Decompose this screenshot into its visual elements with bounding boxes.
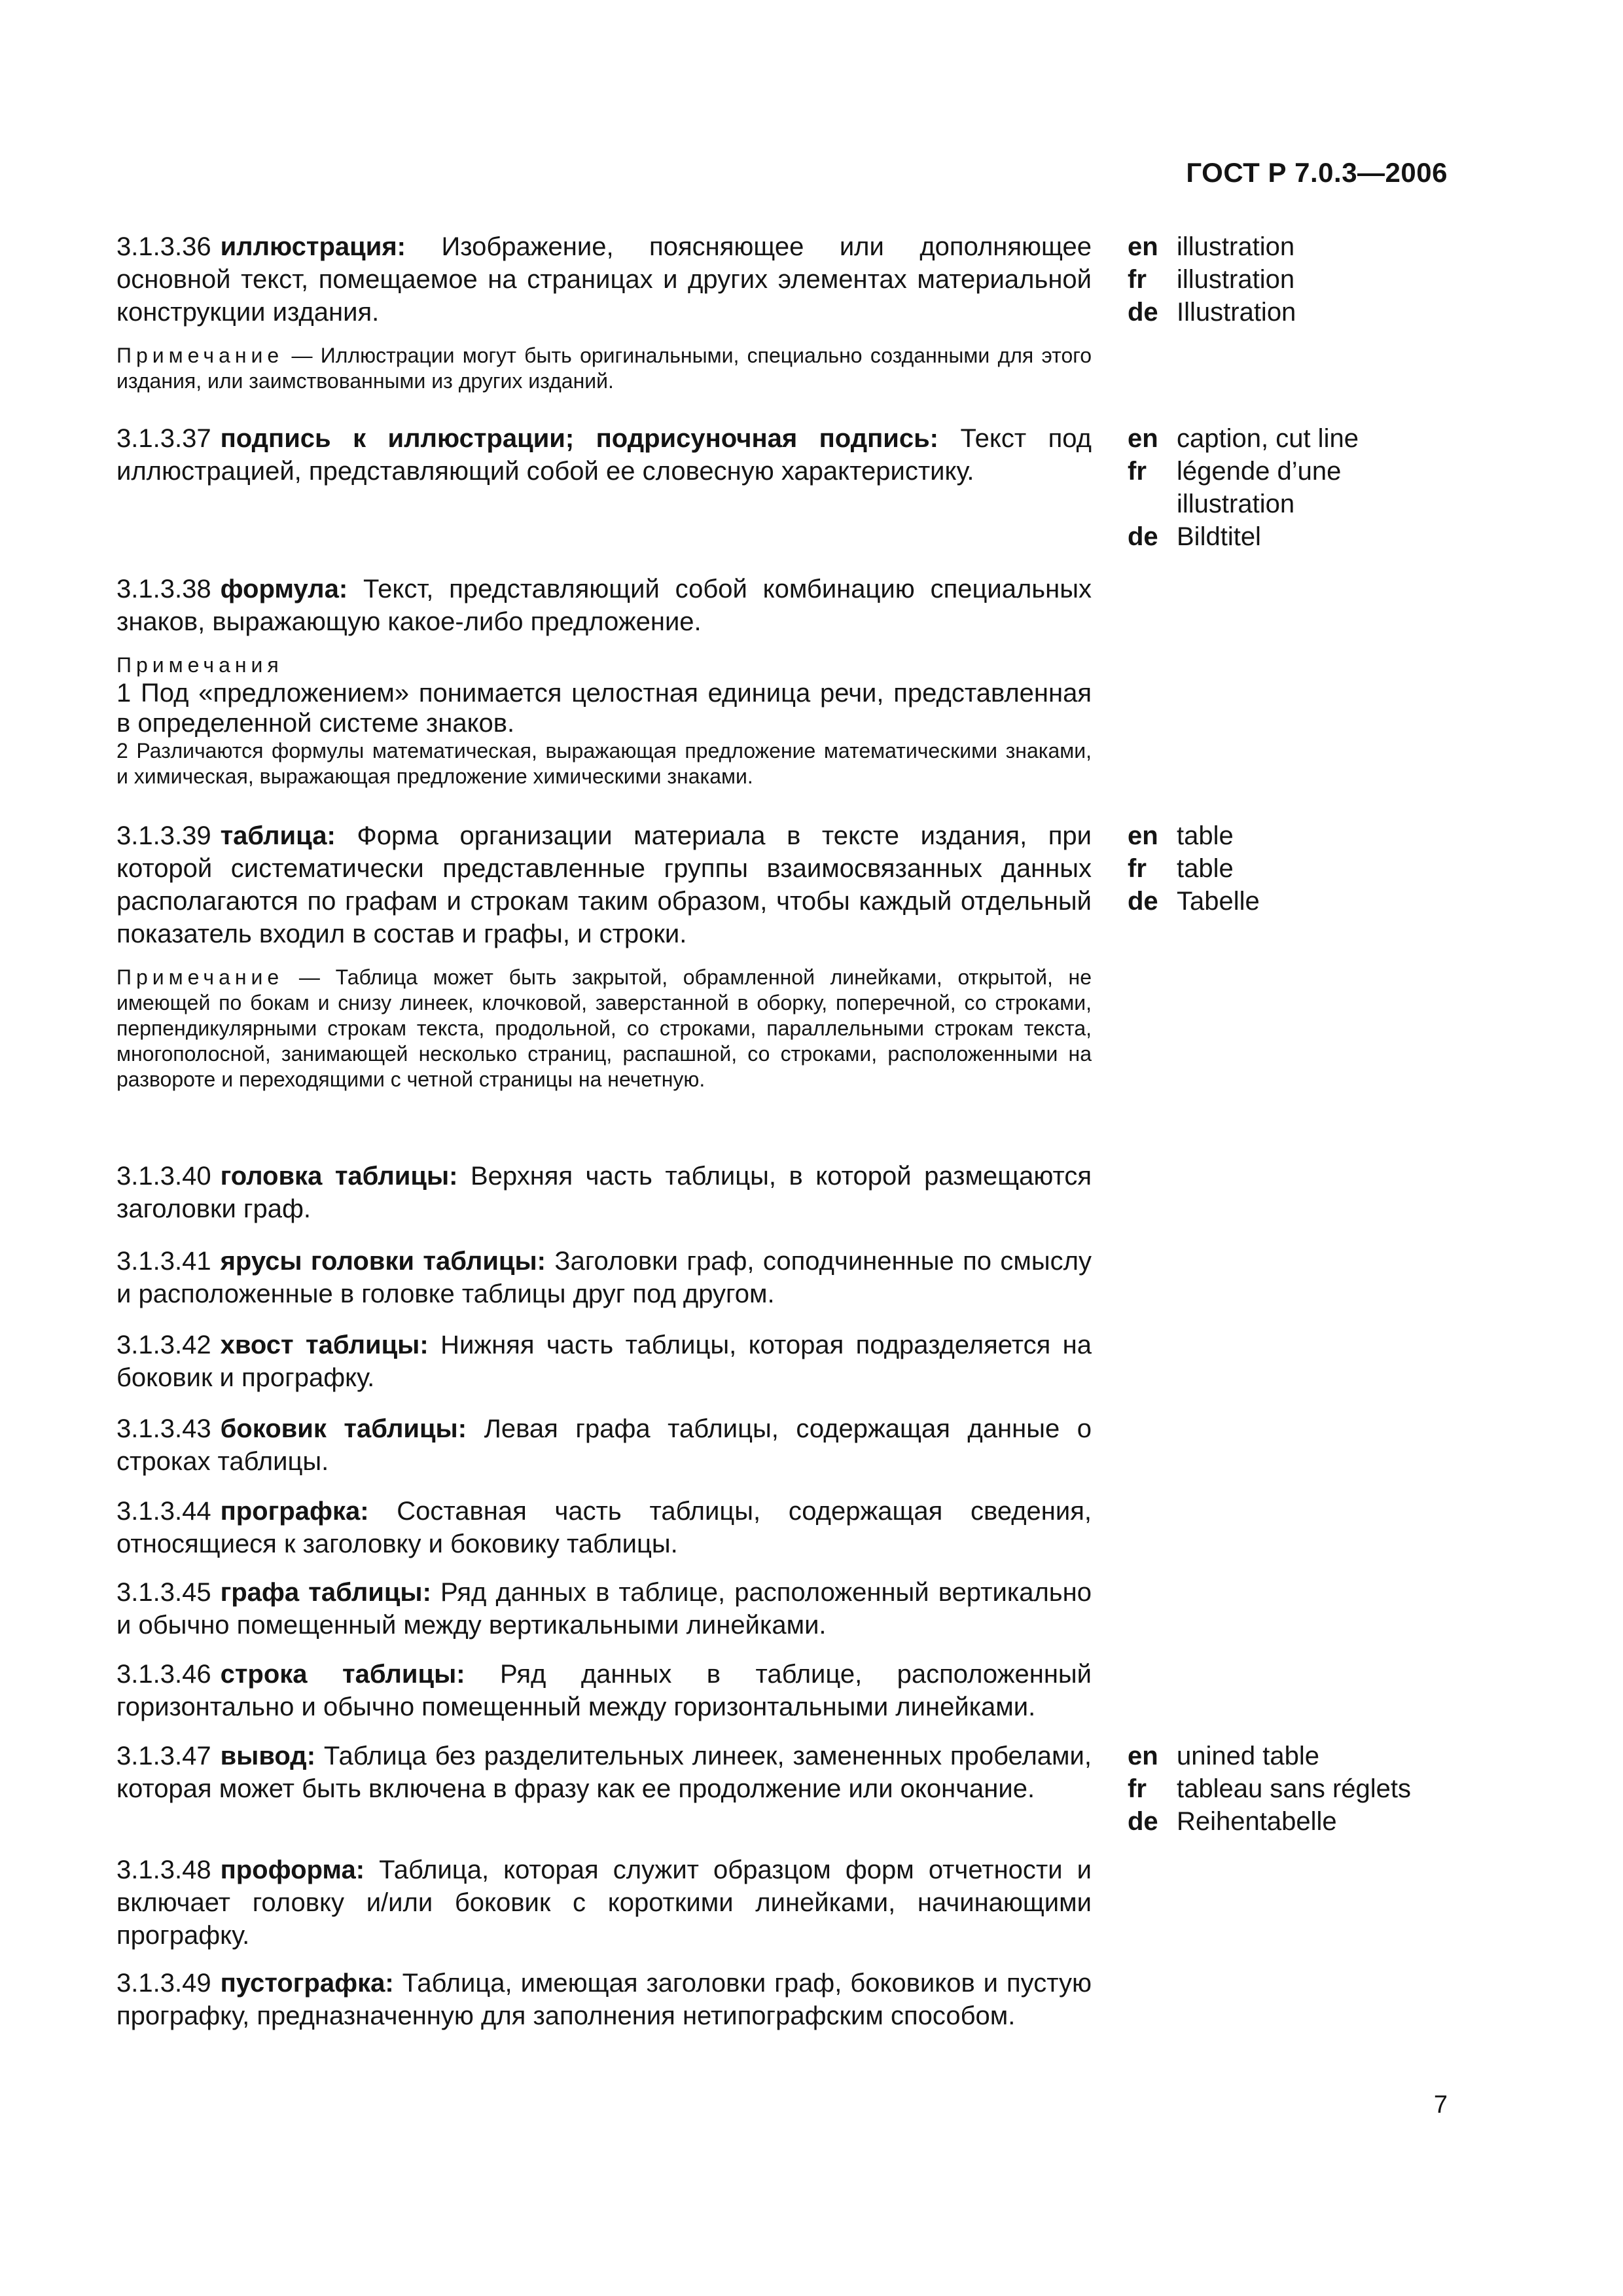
term-name: пустографка: — [220, 1969, 394, 1998]
term-entry-3-1-3-43 — [116, 1412, 1446, 1478]
term-definition — [116, 1658, 1092, 1723]
term-name: хвост таблицы: — [220, 1331, 429, 1359]
note-label: Примечание — [116, 344, 284, 367]
term-entry-3-1-3-47 — [116, 1740, 1446, 1836]
term-text: Текст под иллюстрацией, представляющий собой ее словесную характеристику. — [116, 424, 1092, 486]
term-text: Таблица, имеющая заголовки граф, боковиков и пустую прографку, предназначенную для заполнения нетипографским способом. — [116, 1969, 1092, 2030]
term-entry-3-1-3-46 — [116, 1658, 1446, 1723]
note-text: — Таблица может быть закрытой, обрамленной линейками, открытой, не имеющей по бокам и снизу линеек, клочковой, заверстанной в оборку, поперечной, со строками, перпендикулярными строкам текста, продольной, со строками, параллельными строкам текста, многополосной, занимающей несколько страниц, распашной, со строками, расположенными на развороте и переходящими с четной страницы на нечетную. — [116, 965, 1092, 1091]
equivalent-term: tableau sans réglets — [1177, 1774, 1412, 1803]
equivalent-term: Tabelle — [1177, 887, 1260, 916]
lang-code: de — [1128, 522, 1158, 551]
term-name: прографка: — [220, 1497, 369, 1526]
term-entry-3-1-3-42 — [116, 1329, 1446, 1394]
term-name: вывод: — [220, 1742, 316, 1770]
term-name: боковик таблицы: — [220, 1414, 467, 1443]
term-entry-3-1-3-49 — [116, 1967, 1446, 2032]
lang-code: de — [1128, 887, 1158, 916]
term-text: Левая графа таблицы, содержащая данные о строках таблицы. — [116, 1414, 1092, 1476]
term-text: Верхняя часть таблицы, в которой размещаются заголовки граф. — [116, 1162, 1092, 1223]
term-note — [116, 343, 1092, 394]
note-text: — Иллюстрации могут быть оригинальными, специально созданными для этого издания, или заимствованными из других изданий. — [116, 344, 1092, 393]
term-name: ярусы головки таблицы: — [220, 1247, 546, 1276]
term-text: Составная часть таблицы, содержащая сведения, относящиеся к заголовку и боковику таблицы. — [116, 1497, 1092, 1558]
term-definition — [116, 819, 1092, 950]
equivalent-term: table — [1177, 854, 1234, 883]
term-name: иллюстрация: — [220, 232, 406, 261]
note-label: Примечание — [116, 965, 284, 989]
lang-code: de — [1128, 298, 1158, 327]
term-number: 3.1.3.44 — [116, 1497, 211, 1526]
equivalent-term: table — [1177, 821, 1234, 850]
term-text: Таблица без разделительных линеек, замененных пробелами, которая может быть включена в фразу как ее продолжение или окончание. — [116, 1742, 1092, 1803]
term-name: проформа: — [220, 1856, 365, 1884]
note-2: 2 Различаются формулы математическая, выражающая предложение математическими знаками, и химическая, выражающая предложение химическими знаками. — [116, 739, 1092, 788]
term-text: Текст, представляющий собой комбинацию специальных знаков, выражающую какое-либо предложение. — [116, 575, 1092, 636]
equivalent-term: unined table — [1177, 1742, 1319, 1770]
term-name: графа таблицы: — [220, 1578, 431, 1607]
foreign-equivalents — [1128, 1740, 1435, 1838]
equivalent-term: légende d’une illustration — [1177, 457, 1342, 518]
lang-code: en — [1128, 821, 1158, 850]
term-entry-3-1-3-36 — [116, 230, 1446, 394]
lang-code: fr — [1128, 854, 1147, 883]
term-definition — [116, 1740, 1092, 1805]
equivalent-term: caption, cut line — [1177, 424, 1359, 453]
term-number: 3.1.3.47 — [116, 1742, 211, 1770]
term-number: 3.1.3.37 — [116, 424, 211, 453]
document-code-header: ГОСТ Р 7.0.3—2006 — [1186, 157, 1448, 188]
term-definition — [116, 1160, 1092, 1225]
term-definition — [116, 230, 1092, 329]
term-definition — [116, 422, 1092, 488]
term-name: строка таблицы: — [220, 1660, 465, 1689]
term-definition — [116, 1854, 1092, 1952]
term-definition — [116, 573, 1092, 638]
term-definition — [116, 1967, 1092, 2032]
equivalent-term: Illustration — [1177, 298, 1296, 327]
foreign-equivalents — [1128, 230, 1435, 329]
term-entry-3-1-3-44 — [116, 1495, 1446, 1560]
term-entry-3-1-3-39 — [116, 819, 1446, 1092]
foreign-equivalents — [1128, 819, 1435, 918]
term-number: 3.1.3.39 — [116, 821, 211, 850]
equivalent-term: illustration — [1177, 232, 1295, 261]
lang-code: fr — [1128, 265, 1147, 294]
page-number: 7 — [1433, 2091, 1448, 2119]
term-number: 3.1.3.46 — [116, 1660, 211, 1689]
notes-title: Примечания — [116, 653, 283, 677]
term-text: Изображение, поясняющее или дополняющее основной текст, помещаемое на страницах и других элементах материальной конструкции издания. — [116, 232, 1092, 327]
term-number: 3.1.3.40 — [116, 1162, 211, 1191]
term-name: таблица: — [220, 821, 336, 850]
equivalent-term: illustration — [1177, 265, 1295, 294]
lang-code: en — [1128, 232, 1158, 261]
term-definition — [116, 1412, 1092, 1478]
lang-code: en — [1128, 1742, 1158, 1770]
term-text: Заголовки граф, соподчиненные по смыслу и расположенные в головке таблицы друг под другом. — [116, 1247, 1092, 1308]
term-name: подпись к иллюстрации; подрисуночная подпись: — [220, 424, 938, 453]
term-entry-3-1-3-37 — [116, 422, 1446, 551]
term-number: 3.1.3.48 — [116, 1856, 211, 1884]
term-entry-3-1-3-40 — [116, 1160, 1446, 1225]
term-entry-3-1-3-41 — [116, 1245, 1446, 1310]
term-definition — [116, 1576, 1092, 1641]
term-number: 3.1.3.36 — [116, 232, 211, 261]
lang-code: de — [1128, 1807, 1158, 1836]
term-number: 3.1.3.49 — [116, 1969, 211, 1998]
term-name: головка таблицы: — [220, 1162, 458, 1191]
term-text: Форма организации материала в тексте издания, при которой систематически представленные группы взаимосвязанных данных располагаются по графам и строкам таким образом, чтобы каждый отдельный показатель входил в состав и графы, и строки. — [116, 821, 1092, 948]
term-text: Таблица, которая служит образцом форм отчетности и включает головку и/или боковик с короткими линейками, начинающими прографку. — [116, 1856, 1092, 1950]
term-entry-3-1-3-38 — [116, 573, 1446, 789]
lang-code: fr — [1128, 457, 1147, 486]
term-entry-3-1-3-45 — [116, 1576, 1446, 1641]
note-1: 1 Под «предложением» понимается целостная единица речи, представленная в определенной системе знаков. — [116, 679, 1092, 738]
term-text: Ряд данных в таблице, расположенный горизонтально и обычно помещенный между горизонтальными линейками. — [116, 1660, 1092, 1721]
equivalent-term: Reihentabelle — [1177, 1807, 1337, 1836]
lang-code: fr — [1128, 1774, 1147, 1803]
lang-code: en — [1128, 424, 1158, 453]
term-text: Нижняя часть таблицы, которая подразделяется на боковик и прографку. — [116, 1331, 1092, 1392]
term-definition — [116, 1495, 1092, 1560]
term-definition — [116, 1245, 1092, 1310]
equivalent-term: Bildtitel — [1177, 522, 1261, 551]
term-note — [116, 965, 1092, 1092]
term-number: 3.1.3.45 — [116, 1578, 211, 1607]
term-number: 3.1.3.41 — [116, 1247, 211, 1276]
foreign-equivalents — [1128, 422, 1435, 553]
term-entry-3-1-3-48 — [116, 1854, 1446, 1952]
term-name: формула: — [220, 575, 348, 603]
term-definition — [116, 1329, 1092, 1394]
term-number: 3.1.3.38 — [116, 575, 211, 603]
term-text: Ряд данных в таблице, расположенный вертикально и обычно помещенный между вертикальными линейками. — [116, 1578, 1092, 1640]
term-number: 3.1.3.43 — [116, 1414, 211, 1443]
term-number: 3.1.3.42 — [116, 1331, 211, 1359]
